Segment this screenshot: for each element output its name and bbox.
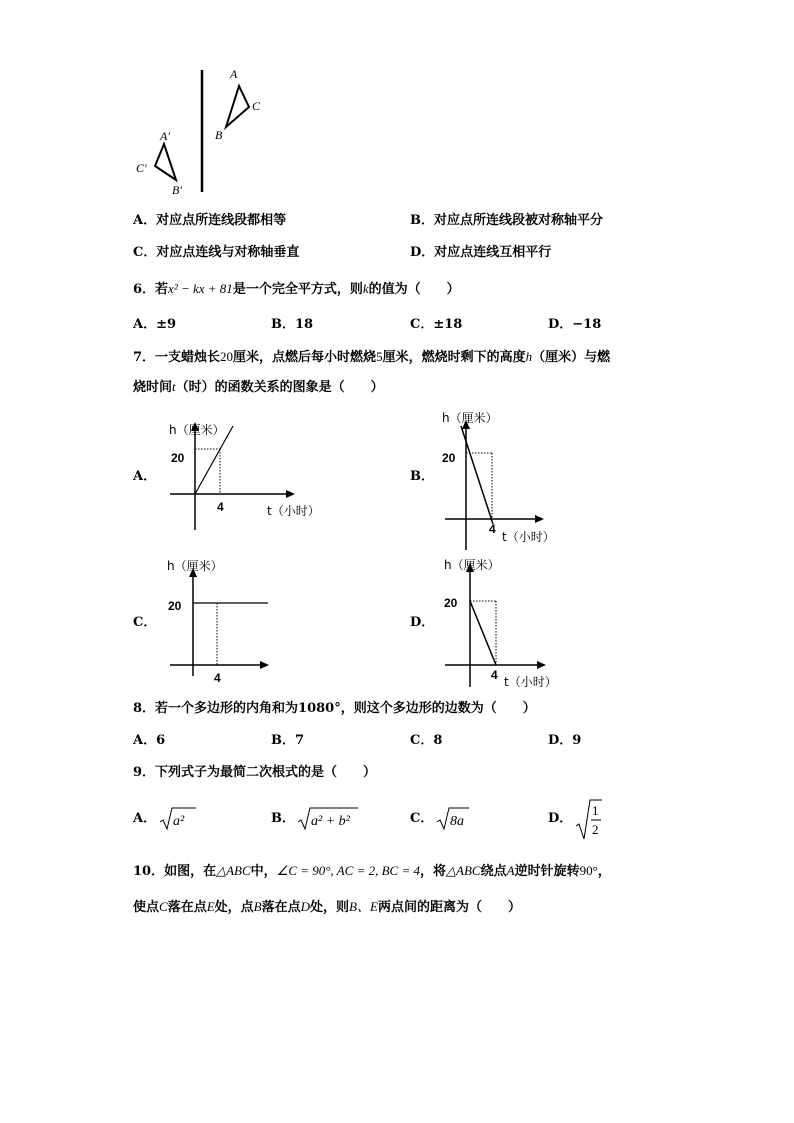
graph-d	[440, 555, 575, 695]
q8-option-c[interactable]: C．8	[410, 733, 443, 748]
y-tick-20: 20	[168, 599, 182, 613]
q5-option-a[interactable]: A．对应点所连线段都相等	[133, 213, 287, 228]
q6-option-b[interactable]: B．18	[271, 317, 314, 332]
q6-option-c[interactable]: C．±18	[410, 317, 463, 332]
radicand: a²	[173, 814, 185, 829]
q7-stem-line2: 烧时间t（时）的函数关系的图象是（ ）	[133, 379, 384, 395]
label-a-prime: A′	[160, 129, 170, 143]
q8-option-a[interactable]: A．6	[133, 733, 166, 748]
graph-c	[165, 558, 345, 688]
q9-option-b-radical[interactable]	[296, 804, 360, 832]
x-tick-4: 4	[489, 522, 496, 536]
q5-option-d[interactable]: D．对应点连线互相平行	[410, 245, 552, 260]
y-axis-label: h（厘米）	[167, 559, 223, 573]
numerator: 1	[592, 803, 599, 818]
x-axis-arrow	[537, 661, 546, 669]
q6-stem: 6．若x² − kx + 81是一个完全平方式，则k的值为（ ）	[133, 281, 460, 297]
q9-stem: 9．下列式子为最简二次根式的是（ ）	[133, 765, 377, 780]
q7-option-c-letter[interactable]: C．	[133, 615, 157, 630]
y-axis-label: h（厘米）	[442, 411, 498, 425]
q7-stem-line1: 7．一支蜡烛长20厘米，点燃后每小时燃烧5厘米，燃烧时剩下的高度h（厘米）与燃	[133, 349, 611, 365]
y-axis-label: h（厘米）	[444, 558, 500, 572]
q7-option-d-letter[interactable]: D．	[410, 615, 435, 630]
x-axis-label: t（小时）	[267, 504, 320, 518]
q10-stem-line1: 10．如图，在△ABC中，∠C = 90°, AC = 2, BC = 4，将△ABC绕点A逆时针旋转90°，	[133, 863, 611, 879]
q7-option-b-letter[interactable]: B．	[410, 469, 434, 484]
y-axis-label: h（厘米）	[169, 423, 225, 437]
q6-expression: x² − kx + 81	[168, 281, 233, 296]
radicand: 8a	[450, 814, 464, 829]
q9-option-d-letter[interactable]: D．	[548, 811, 573, 826]
denominator: 2	[592, 822, 599, 837]
y-tick-20: 20	[444, 596, 458, 610]
q10-stem-line2: 使点C落在点E处，点B落在点D处，则B、E两点间的距离为（ ）	[133, 899, 521, 915]
y-tick-20: 20	[171, 451, 185, 465]
symmetry-figure	[130, 62, 270, 202]
radicand: a² + b²	[311, 814, 350, 829]
q8-option-b[interactable]: B．7	[271, 733, 305, 748]
series-line	[470, 601, 496, 665]
q6-option-d[interactable]: D．−18	[548, 317, 602, 332]
q9-option-c-letter[interactable]: C．	[410, 811, 434, 826]
q9-option-b-letter[interactable]: B．	[271, 811, 295, 826]
x-axis-label: t（小时）	[502, 530, 555, 544]
q9-option-c-radical[interactable]	[435, 804, 471, 832]
graph-b	[440, 408, 575, 550]
label-c: C	[252, 99, 261, 113]
x-tick-4: 4	[214, 671, 221, 685]
x-tick-4: 4	[491, 668, 498, 682]
label-b: B	[215, 128, 223, 142]
x-axis-arrow	[260, 661, 269, 669]
q9-option-a-letter[interactable]: A．	[133, 811, 157, 826]
q5-option-b[interactable]: B．对应点所连线段被对称轴平分	[410, 213, 603, 228]
x-tick-4: 4	[217, 500, 224, 514]
triangle-abc	[226, 86, 249, 127]
q7-option-a-letter[interactable]: A．	[133, 469, 157, 484]
q6-option-a[interactable]: A．±9	[133, 317, 177, 332]
x-axis-arrow	[286, 490, 295, 498]
q8-stem: 8．若一个多边形的内角和为1080°，则这个多边形的边数为（ ）	[133, 701, 536, 716]
triangle-abc-prime	[155, 144, 176, 180]
q9-option-a-radical[interactable]	[158, 804, 198, 832]
q9-option-d-radical[interactable]	[574, 796, 604, 842]
label-b-prime: B′	[172, 183, 182, 197]
q8-option-d[interactable]: D．9	[548, 733, 582, 748]
x-axis-arrow	[535, 515, 544, 523]
label-a: A	[230, 67, 238, 81]
graph-a	[165, 418, 345, 530]
label-c-prime: C′	[136, 161, 147, 175]
q5-option-c[interactable]: C．对应点连线与对称轴垂直	[133, 245, 300, 260]
x-axis-label: t（小时）	[504, 675, 557, 689]
y-tick-20: 20	[442, 451, 456, 465]
